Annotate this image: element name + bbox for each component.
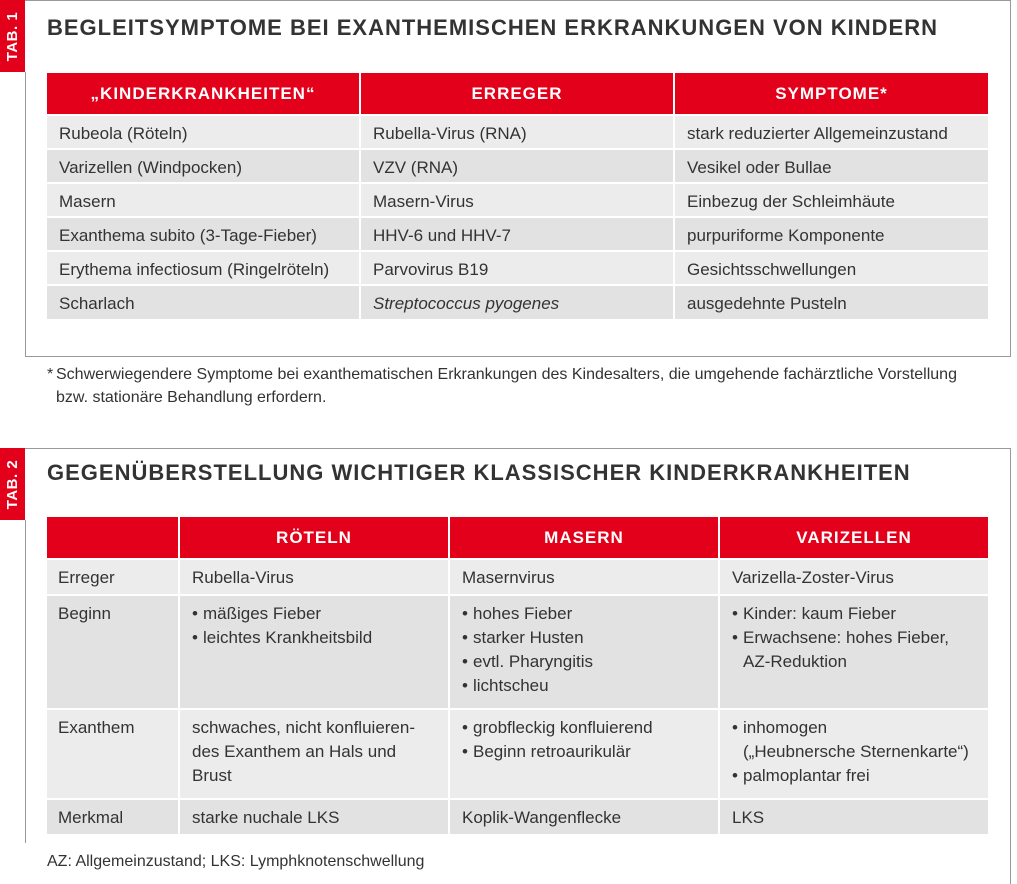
list-item-line: • inhomogen <box>743 718 828 737</box>
pathogen-cell: Streptococcus pyogenes <box>360 285 674 319</box>
varizellen-cell: Varizella-Zoster-Virus <box>719 559 988 595</box>
varizellen-cell <box>719 595 988 709</box>
table2-tab-label: TAB. 2 <box>0 448 25 520</box>
list-item: • mäßiges Fieber <box>192 602 438 626</box>
disease-cell: Masern <box>47 183 360 217</box>
bullet-list <box>462 602 708 698</box>
table-row <box>47 149 988 183</box>
roeteln-cell: starke nuchale LKS <box>179 799 449 834</box>
table2-title: GEGENÜBERSTELLUNG WICHTIGER KLASSISCHER KINDERKRANKHEITEN <box>47 460 911 485</box>
table1-title: BEGLEITSYMPTOME BEI EXANTHEMISCHEN ERKRANKUNGEN VON KINDERN <box>47 15 938 40</box>
roeteln-cell <box>179 595 449 709</box>
varizellen-cell <box>719 709 988 799</box>
masern-cell <box>449 595 719 709</box>
table-row <box>47 251 988 285</box>
list-item: • palmoplantar frei <box>732 764 978 788</box>
table-row-merkmal <box>47 799 988 834</box>
column-header-symptome: SYMPTOME* <box>674 73 988 115</box>
disease-cell: Scharlach <box>47 285 360 319</box>
symptom-cell: Gesichtsschwellungen <box>674 251 988 285</box>
list-item: • hohes Fieber <box>462 602 708 626</box>
column-header-masern: MASERN <box>449 517 719 559</box>
text-line: des Exanthem an Hals und <box>192 742 397 761</box>
table1 <box>47 73 988 319</box>
pathogen-cell: VZV (RNA) <box>360 149 674 183</box>
masern-cell: Koplik-Wangenflecke <box>449 799 719 834</box>
symptom-cell: ausgedehnte Pusteln <box>674 285 988 319</box>
list-item: • evtl. Pharyngitis <box>462 650 708 674</box>
column-header-empty <box>47 517 179 559</box>
column-header-roeteln: RÖTELN <box>179 517 449 559</box>
symptom-cell: Einbezug der Schleimhäute <box>674 183 988 217</box>
table-row <box>47 115 988 149</box>
text-line: schwaches, nicht konfluieren- <box>192 718 416 737</box>
table1-frame-left <box>25 72 26 356</box>
disease-cell: Rubeola (Röteln) <box>47 115 360 149</box>
bullet-list <box>732 716 978 788</box>
table2 <box>47 517 988 834</box>
list-item-line: AZ-Reduktion <box>743 652 847 671</box>
row-label-erreger: Erreger <box>47 559 179 595</box>
row-label-merkmal: Merkmal <box>47 799 179 834</box>
symptom-cell: stark reduzierter Allgemeinzustand <box>674 115 988 149</box>
disease-cell: Varizellen (Windpocken) <box>47 149 360 183</box>
pathogen-cell: Rubella-Virus (RNA) <box>360 115 674 149</box>
symptom-cell: purpuriforme Komponente <box>674 217 988 251</box>
list-item: • lichtscheu <box>462 674 708 698</box>
disease-cell: Exanthema subito (3-Tage-Fieber) <box>47 217 360 251</box>
table-row <box>47 217 988 251</box>
list-item: • Beginn retroaurikulär <box>462 740 708 764</box>
masern-cell <box>449 709 719 799</box>
row-label-exanthem: Exanthem <box>47 709 179 799</box>
pathogen-cell: Parvovirus B19 <box>360 251 674 285</box>
list-item <box>732 716 978 764</box>
footnote-marker: * <box>47 366 54 383</box>
table2-frame-left <box>25 520 26 843</box>
roeteln-cell <box>179 709 449 799</box>
table-row <box>47 183 988 217</box>
list-item: • starker Husten <box>462 626 708 650</box>
bullet-list <box>462 716 708 764</box>
table-row-erreger <box>47 559 988 595</box>
text-line: Brust <box>192 766 232 785</box>
table1-footnote <box>47 363 977 409</box>
table1-header-row <box>47 73 988 115</box>
list-item-line: („Heubnersche Sternenkarte“) <box>743 742 969 761</box>
list-item-line: • Erwachsene: hohes Fieber, <box>743 628 950 647</box>
list-item <box>732 626 978 674</box>
list-item: • Kinder: kaum Fieber <box>732 602 978 626</box>
column-header-varizellen: VARIZELLEN <box>719 517 988 559</box>
table2-legend: AZ: Allgemeinzustand; LKS: Lymphknotenschwellung <box>47 853 425 870</box>
table1-tab-label: TAB. 1 <box>0 0 25 72</box>
disease-cell: Erythema infectiosum (Ringelröteln) <box>47 251 360 285</box>
pathogen-cell: Masern-Virus <box>360 183 674 217</box>
symptom-cell: Vesikel oder Bullae <box>674 149 988 183</box>
bullet-list <box>732 602 978 674</box>
pathogen-cell: HHV-6 und HHV-7 <box>360 217 674 251</box>
roeteln-cell: Rubella-Virus <box>179 559 449 595</box>
list-item: • grobfleckig konfluierend <box>462 716 708 740</box>
masern-cell: Masernvirus <box>449 559 719 595</box>
table2-header-row <box>47 517 988 559</box>
bullet-list <box>192 602 438 650</box>
footnote-text: Schwerwiegendere Symptome bei exanthematischen Erkrankungen des Kindesalters, die umgehende fachärztliche Vorstellung bzw. stationäre Behandlung erfordern. <box>56 366 957 406</box>
table-row <box>47 285 988 319</box>
varizellen-cell: LKS <box>719 799 988 834</box>
column-header-kinderkrankheiten: „KINDERKRANKHEITEN“ <box>47 73 360 115</box>
table-row-exanthem <box>47 709 988 799</box>
column-header-erreger: ERREGER <box>360 73 674 115</box>
table-row-beginn <box>47 595 988 709</box>
row-label-beginn: Beginn <box>47 595 179 709</box>
list-item: • leichtes Krankheitsbild <box>192 626 438 650</box>
